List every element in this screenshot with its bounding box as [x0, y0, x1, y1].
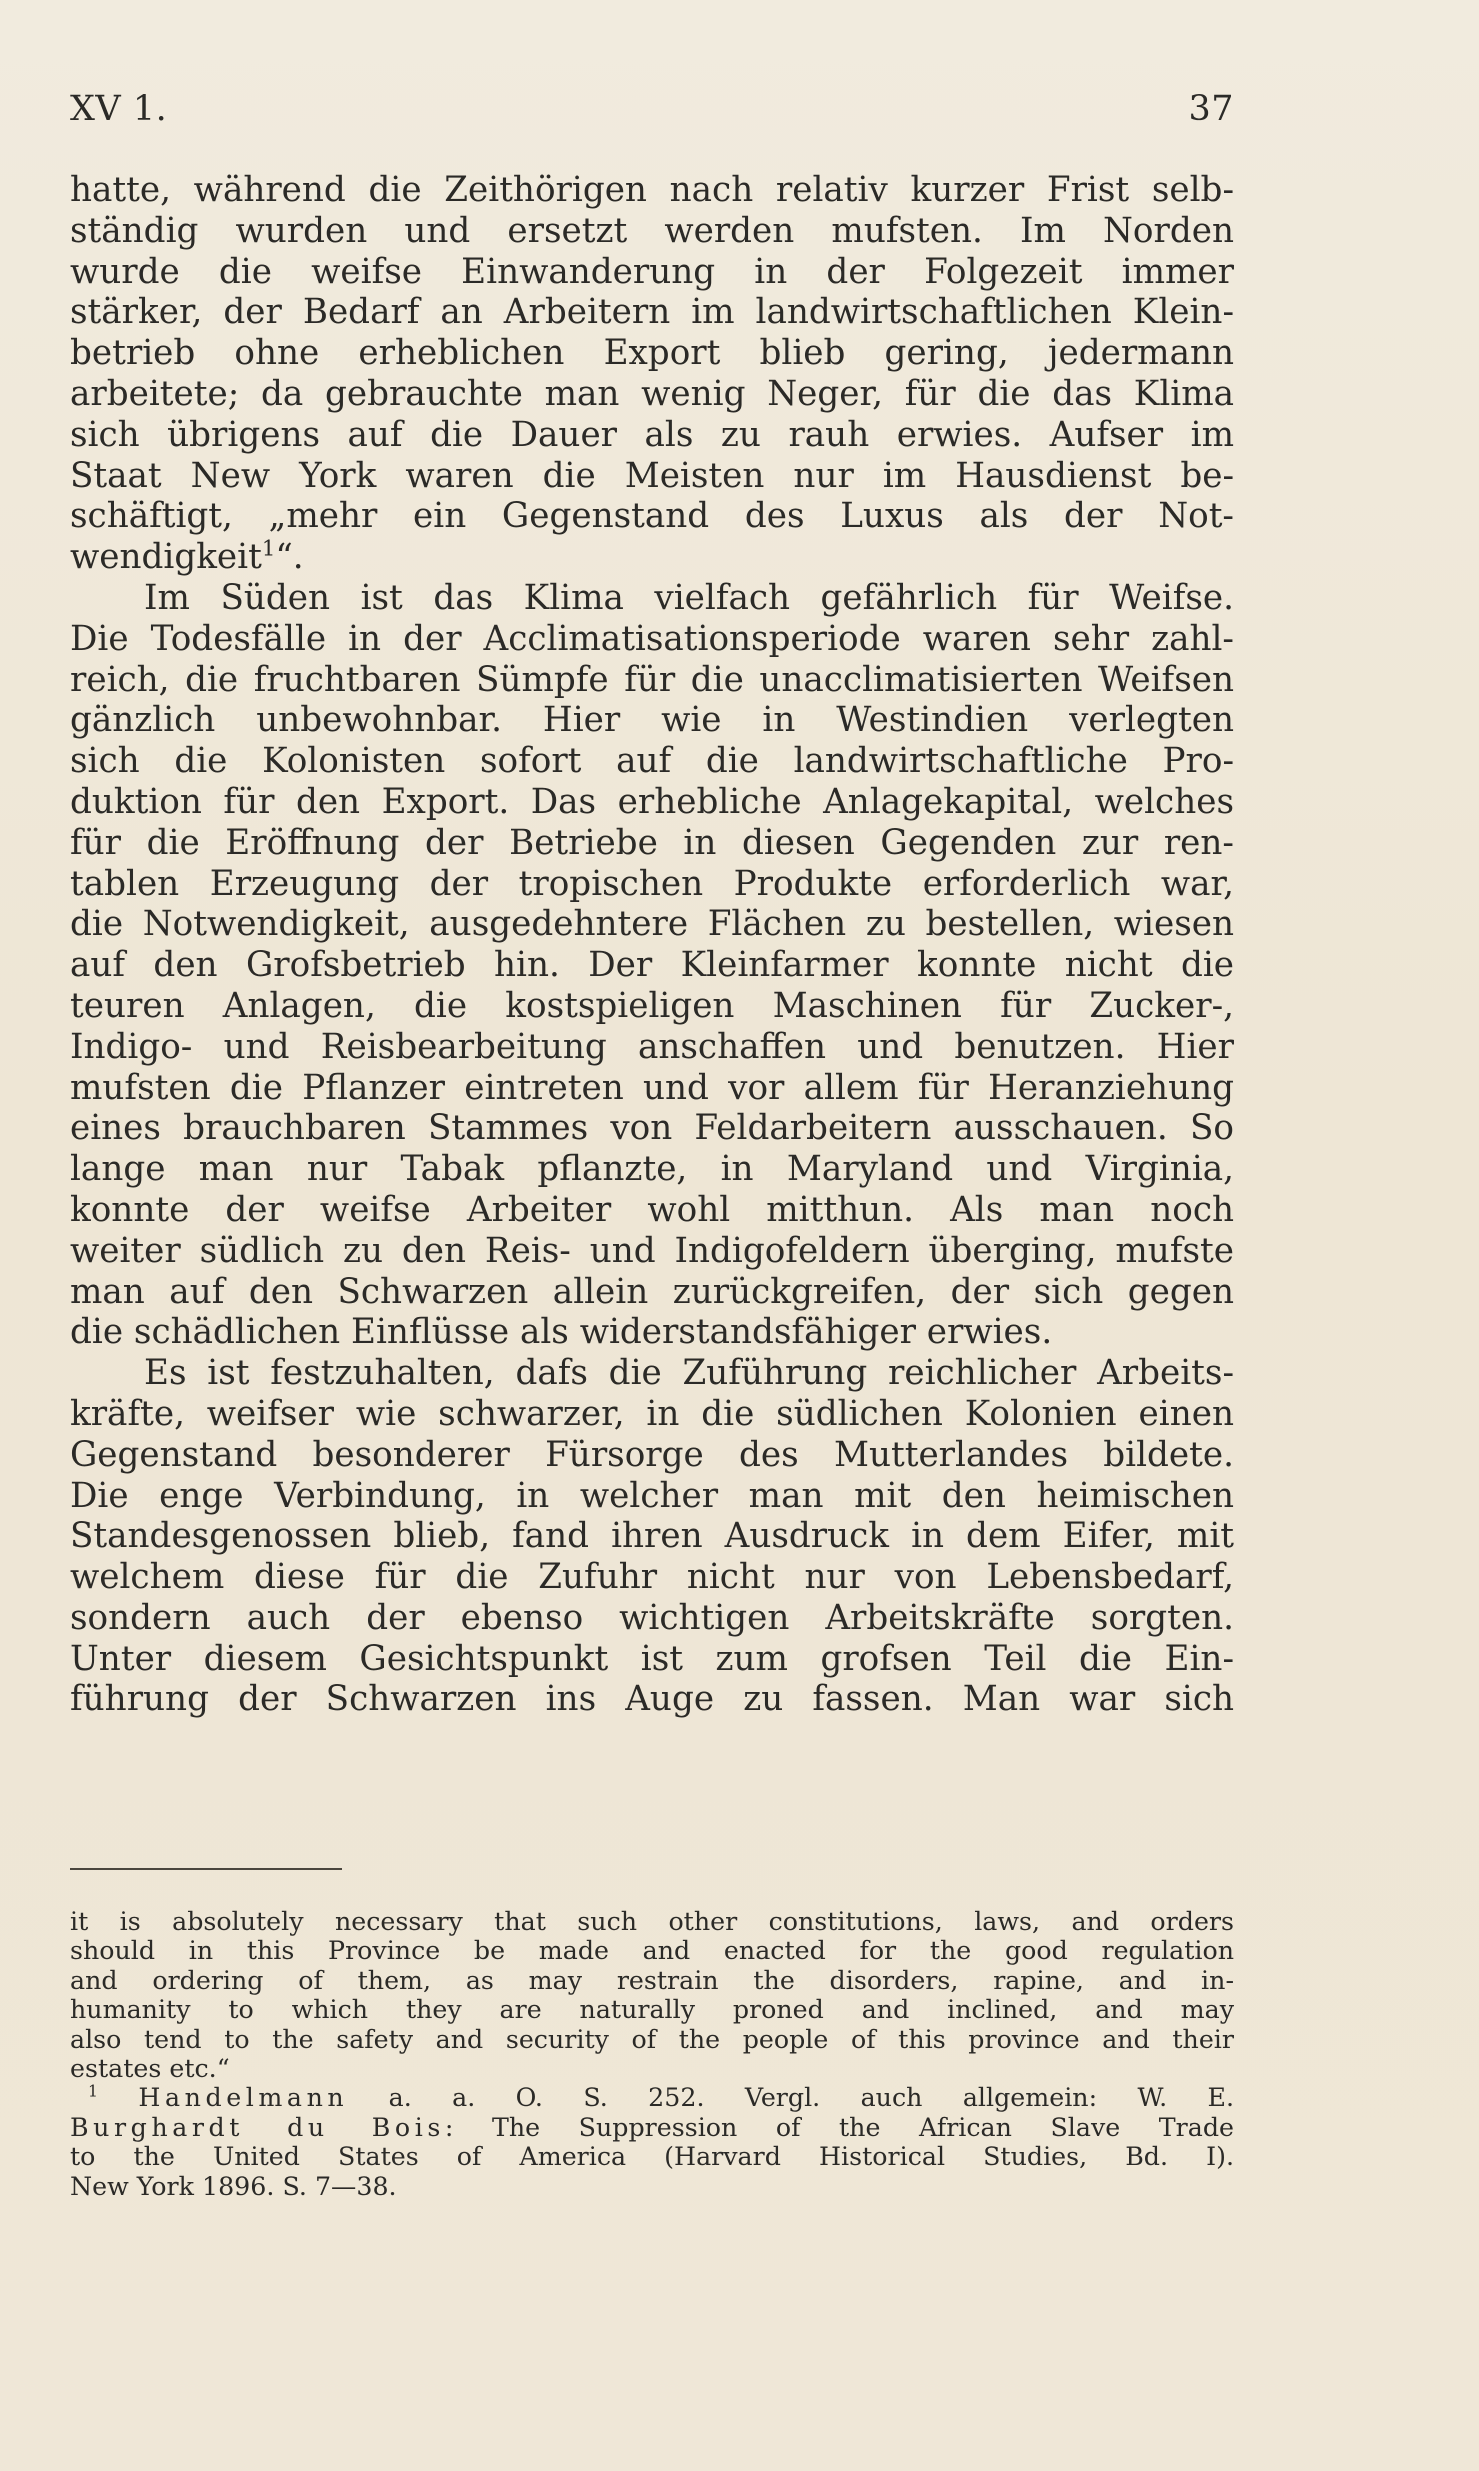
text-line: die schädlichen Einflüsse als widerstandsfähiger erwies. [70, 1312, 1053, 1353]
text-line: sondern auch der ebenso wichtigen Arbeitskräfte sorgten. [70, 1597, 1234, 1638]
footnote-marker: 1 [88, 2082, 98, 2102]
text-line: Die enge Verbindung, in welcher man mit den heimischen [70, 1475, 1234, 1516]
author-name: Burghardt du Bois [70, 2112, 445, 2142]
citation-text: : The Suppression of the African Slave Trade [444, 2112, 1234, 2142]
text-line: hatte, während die Zeithörigen nach relativ kurzer Frist selb- [70, 170, 1234, 210]
text-line: arbeitete; da gebrauchte man wenig Neger, für die das Klima [70, 373, 1234, 414]
text-line: auf den Grofsbetrieb hin. Der Kleinfarmer konnte nicht die [70, 945, 1234, 986]
text-line-with-note [70, 537, 1234, 578]
text-line: Die Todesfälle in der Acclimatisationsperiode waren sehr zahl- [70, 618, 1234, 659]
footnote-line: should in this Province be made and enacted for the good regulation [70, 1936, 1234, 1966]
text-line: eines brauchbaren Stammes von Feldarbeitern ausschauen. So [70, 1108, 1234, 1149]
footnote-1-line-2 [70, 2113, 1234, 2142]
footnotes-block [70, 1907, 1234, 2201]
text-line: für die Eröffnung der Betriebe in diesen Gegenden zur ren- [70, 822, 1234, 863]
footnote-line: also tend to the safety and security of the people of this province and their [70, 2024, 1234, 2054]
footnote-line: humanity to which they are naturally proned and inclined, and may [70, 1995, 1234, 2025]
text-line: sich die Kolonisten sofort auf die landwirtschaftliche Pro- [70, 741, 1234, 782]
text-line: Es ist festzuhalten, dafs die Zuführung reichlicher Arbeits- [144, 1353, 1234, 1394]
text-line: tablen Erzeugung der tropischen Produkte erforderlich war, [70, 863, 1234, 904]
text-line: die Notwendigkeit, ausgedehntere Flächen zu bestellen, wiesen [70, 904, 1234, 945]
citation-text: a. a. O. S. 252. Vergl. auch allgemein: W. E. [348, 2083, 1234, 2113]
text-line: schäftigt, „mehr ein Gegenstand des Luxus als der Not- [70, 496, 1234, 537]
text-line: Standesgenossen blieb, fand ihren Ausdruck in dem Eifer, mit [70, 1516, 1234, 1557]
text-line: weiter südlich zu den Reis- und Indigofeldern überging, mufste [70, 1230, 1234, 1271]
footnote-reference: 1 [261, 535, 276, 561]
text-line-fragment: wendigkeit [70, 537, 262, 578]
text-line: wurde die weifse Einwanderung in der Folgezeit immer [70, 251, 1234, 292]
page-number: 37 [1188, 89, 1234, 129]
page-header [70, 89, 1234, 133]
text-line: welchem diese für die Zufuhr nicht nur von Lebensbedarf, [70, 1557, 1234, 1598]
footnote-1-line-4: New York 1896. S. 7—38. [70, 2171, 397, 2201]
text-line: duktion für den Export. Das erhebliche Anlagekapital, welches [70, 781, 1234, 822]
text-line: Staat New York waren die Meisten nur im Hausdienst be- [70, 455, 1234, 496]
chapter-marker: XV 1. [70, 89, 168, 129]
text-line: konnte der weifse Arbeiter wohl mitthun. Als man noch [70, 1189, 1234, 1230]
text-line: gänzlich unbewohnbar. Hier wie in Westindien verlegten [70, 700, 1234, 741]
footnote-line: and ordering of them, as may restrain the disorders, rapine, and in- [70, 1965, 1234, 1995]
text-line: betrieb ohne erheblichen Export blieb gering, jedermann [70, 333, 1234, 374]
author-name: Handelmann [138, 2083, 349, 2113]
footnote-1-line-1 [70, 2083, 1234, 2112]
footnote-line: it is absolutely necessary that such other constitutions, laws, and orders [70, 1907, 1234, 1936]
text-line: sich übrigens auf die Dauer als zu rauh erwies. Aufser im [70, 414, 1234, 455]
text-line: Im Süden ist das Klima vielfach gefährlich für Weifse. [144, 577, 1234, 618]
text-line: teuren Anlagen, die kostspieligen Maschinen für Zucker-, [70, 985, 1234, 1026]
text-line: Gegenstand besonderer Fürsorge des Mutterlandes bildete. [70, 1434, 1234, 1475]
text-line: man auf den Schwarzen allein zurückgreifen, der sich gegen [70, 1271, 1234, 1312]
footnote-divider [70, 1868, 342, 1870]
text-line: Unter diesem Gesichtspunkt ist zum grofsen Teil die Ein- [70, 1638, 1234, 1679]
text-line: stärker, der Bedarf an Arbeitern im landwirtschaftlichen Klein- [70, 292, 1234, 333]
text-line: Indigo- und Reisbearbeitung anschaffen und benutzen. Hier [70, 1026, 1234, 1067]
text-line: führung der Schwarzen ins Auge zu fassen. Man war sich [70, 1679, 1234, 1720]
text-line: lange man nur Tabak pflanzte, in Maryland und Virginia, [70, 1149, 1234, 1190]
main-text-block [70, 170, 1234, 1720]
text-line: reich, die fruchtbaren Sümpfe für die unacclimatisierten Weifsen [70, 659, 1234, 700]
text-line: kräfte, weifser wie schwarzer, in die südlichen Kolonien einen [70, 1393, 1234, 1434]
quote-close: “. [275, 537, 304, 578]
text-line: mufsten die Pflanzer eintreten und vor allem für Heranziehung [70, 1067, 1234, 1108]
footnote-1-line-3: to the United States of America (Harvard Historical Studies, Bd. I). [70, 2142, 1234, 2172]
footnote-line: estates etc.“ [70, 2054, 230, 2084]
text-line: ständig wurden und ersetzt werden mufsten. Im Norden [70, 210, 1234, 251]
